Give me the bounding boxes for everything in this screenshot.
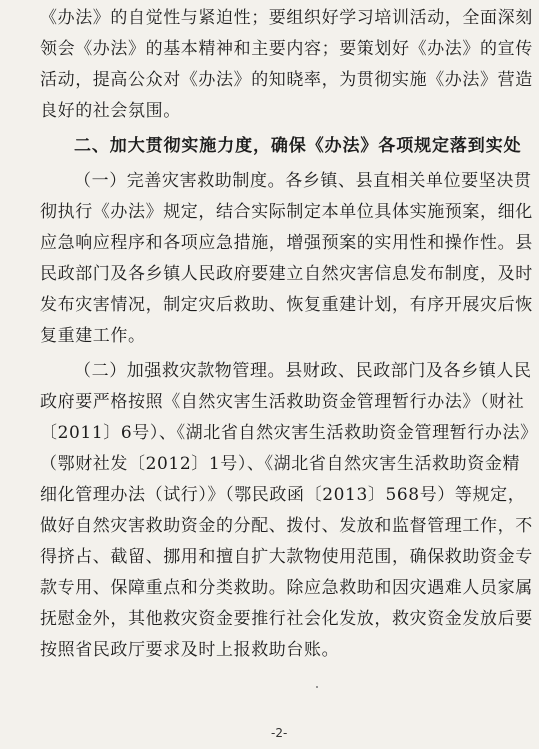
body-line: 抚慰金外，其他救灾资金要推行社会化发放，救灾资金发放后要 [40,609,533,629]
subsection-lead-line: （二）加强救灾款物管理。县财政、民政部门及各乡镇人民 [74,361,532,381]
body-line: 活动，提高公众对《办法》的知晓率，为贯彻实施《办法》营造 [40,70,533,90]
body-line: 细化管理办法（试行）》（鄂民政函〔2013〕568号）等规定， [40,485,526,505]
body-line: 民政部门及各乡镇人民政府要建立自然灾害信息发布制度，及时 [40,264,533,284]
body-line: 彻执行《办法》规定，结合实际制定本单位具体实施预案，细化 [40,202,533,222]
body-line: 复重建工作。 [40,326,146,346]
body-line: 领会《办法》的基本精神和主要内容；要策划好《办法》的宣传 [40,39,533,59]
body-line: 应急响应程序和各项应急措施，增强预案的实用性和操作性。县 [40,233,533,253]
body-line: 《办法》的自觉性与紧迫性；要组织好学习培训活动，全面深刻 [40,8,533,28]
body-line: 发布灾害情况，制定灾后救助、恢复重建计划，有序开展灾后恢 [40,295,533,315]
scan-speck [316,686,318,688]
body-line: 〔2011〕6号）、《湖北省自然灾害生活救助资金管理暂行办法》 [40,423,538,443]
subsection-lead-line: （一）完善灾害救助制度。各乡镇、县直相关单位要坚决贯 [74,171,532,191]
body-line: 款专用、保障重点和分类救助。除应急救助和因灾遇难人员家属 [40,578,533,598]
body-line: 良好的社会氛围。 [40,101,181,121]
page-number: -2- [271,726,288,740]
body-line: 得挤占、截留、挪用和擅自扩大款物使用范围，确保救助资金专 [40,547,533,567]
body-line: （鄂财社发〔2012〕1号）、《湖北省自然灾害生活救助资金精 [40,454,521,474]
body-line: 按照省民政厅要求及时上报救助台账。 [40,640,340,660]
body-line: 政府要严格按照《自然灾害生活救助资金管理暂行办法》（财社 [40,392,525,412]
body-line: 做好自然灾害救助资金的分配、拨付、发放和监督管理工作，不 [40,516,533,536]
section-heading: 二、加大贯彻实施力度，确保《办法》各项规定落到实处 [74,136,522,156]
